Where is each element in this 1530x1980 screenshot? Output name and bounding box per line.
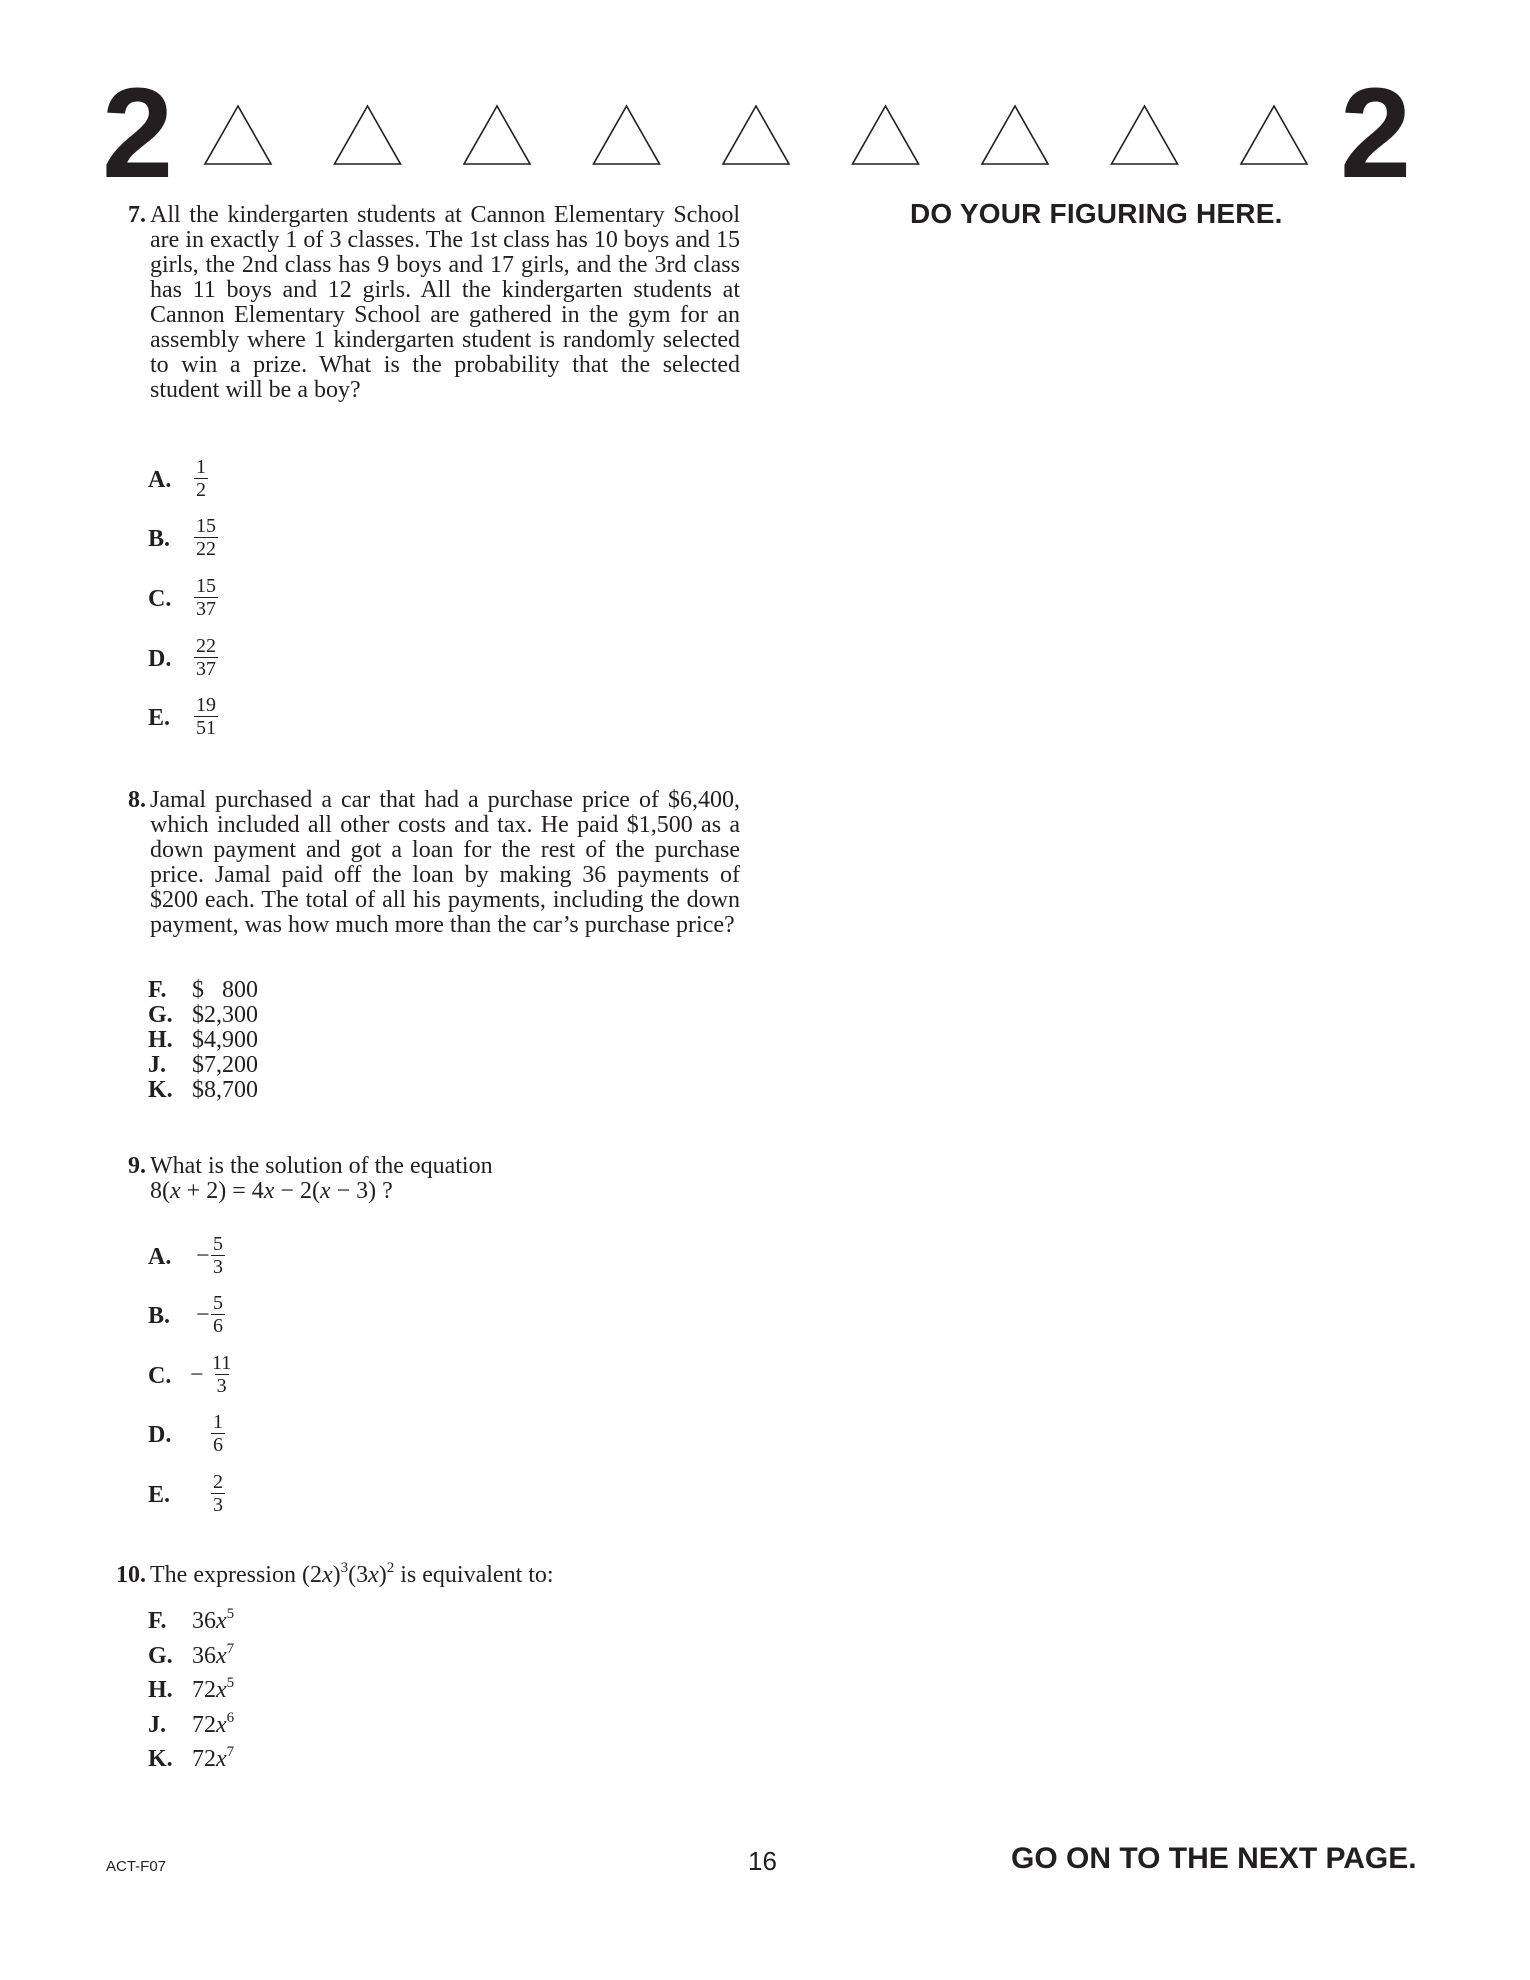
triangle-icon [982, 106, 1048, 164]
option-letter: B. [148, 526, 171, 552]
option-variable: x [216, 1746, 227, 1772]
fraction-denominator: 37 [196, 598, 216, 620]
fraction-numerator: 1 [196, 456, 206, 478]
stem-part: is equivalent to: [394, 1562, 554, 1588]
option-variable: x [216, 1677, 227, 1703]
question-8 [100, 788, 740, 938]
stem-exponent: 2 [386, 1560, 395, 1576]
fraction-denominator: 6 [213, 1315, 223, 1337]
fraction [211, 1471, 225, 1516]
fraction [194, 575, 218, 620]
question-number: 10. [116, 1562, 146, 1588]
fraction-denominator: 3 [216, 1375, 227, 1397]
option-value: $ 800 [192, 977, 258, 1003]
triangle-icon [205, 106, 271, 164]
question-number: 9. [128, 1153, 146, 1179]
option-coefficient: 36 [192, 1642, 216, 1669]
option-letter: J. [148, 1052, 166, 1078]
option-letter: B. [148, 1303, 171, 1329]
triangle-icon [335, 106, 401, 164]
option-letter: F. [148, 1608, 167, 1634]
fraction-denominator: 22 [196, 538, 216, 560]
minus-sign: − [196, 1302, 210, 1328]
triangle-icon [853, 106, 919, 164]
fraction-denominator: 3 [213, 1494, 223, 1516]
option-letter: E. [148, 705, 171, 731]
question-stem [150, 1154, 740, 1204]
answer-option[interactable] [148, 1053, 258, 1078]
fraction [194, 635, 218, 680]
fraction-numerator: 19 [196, 694, 216, 716]
triangle-icon [594, 106, 660, 164]
fraction-denominator: 51 [196, 717, 216, 739]
answer-option[interactable] [148, 1711, 234, 1742]
triangle-icon [1112, 106, 1178, 164]
next-page-note: GO ON TO THE NEXT PAGE. [1011, 1842, 1417, 1875]
option-letter: J. [148, 1711, 166, 1738]
minus-sign: − [196, 1243, 210, 1269]
answer-option[interactable] [148, 1676, 234, 1707]
question-10 [100, 1560, 740, 1591]
question-stem: The expression $(2x)^3(3x)^2$ is equivalent to: [150, 1560, 554, 1588]
answer-option[interactable] [148, 1642, 234, 1673]
stem-equation: 8(x + 2) = 4x − 2(x − 3) ? [150, 1178, 393, 1204]
option-letter: G. [148, 1002, 173, 1028]
option-value: $7,200 [192, 1052, 258, 1078]
option-exponent: 5 [226, 1606, 235, 1622]
option-exponent: 7 [226, 1640, 235, 1657]
option-letter: E. [148, 1482, 171, 1508]
fraction-denominator: 6 [213, 1434, 223, 1456]
section-number-left: 2 [102, 62, 174, 205]
fraction [211, 1233, 225, 1278]
section-number-right: 2 [1340, 62, 1412, 205]
fraction [194, 456, 208, 501]
option-coefficient: 72 [192, 1746, 216, 1772]
option-exponent: 5 [226, 1675, 235, 1691]
fraction-numerator: 1 [213, 1411, 223, 1433]
option-letter: A. [148, 1244, 172, 1270]
answer-option[interactable] [148, 1003, 258, 1028]
option-exponent: 7 [226, 1744, 235, 1760]
stem-line-1: What is the solution of the equation [150, 1153, 493, 1179]
option-letter: A. [148, 467, 172, 493]
fraction [210, 1352, 233, 1397]
option-letter: C. [148, 586, 172, 612]
option-letter: G. [148, 1642, 173, 1669]
question-stem: All the kindergarten students at Cannon Elementary School are in exactly 1 of 3 classes. The 1st class has 10 boys and 15 girls, the 2nd class has 9 boys and 17 girls, and the 3rd class has 11 boys and 12 girls. All the kindergarten students at Cannon Elementary School are gathered in the gym for an assembly where 1 kindergarten student is randomly selected to win a prize. What is the probability that the selected student will be a boy? [150, 202, 740, 403]
option-variable: x [216, 1608, 227, 1634]
option-value: $8,700 [192, 1077, 258, 1103]
option-letter: D. [148, 646, 172, 672]
question-9 [100, 1154, 740, 1204]
fraction-numerator: 2 [213, 1471, 223, 1493]
triangle-icon [723, 106, 789, 164]
option-coefficient: 72 [192, 1711, 216, 1738]
option-letter: C. [148, 1363, 172, 1389]
stem-variable: x [321, 1562, 333, 1588]
page-number: 16 [748, 1846, 777, 1876]
answer-option[interactable] [148, 1745, 234, 1776]
fraction-numerator: 15 [196, 515, 216, 537]
triangle-icon [1241, 106, 1307, 164]
stem-part: (3 [348, 1562, 369, 1588]
option-coefficient: 36 [192, 1608, 216, 1634]
option-letter: H. [148, 1677, 173, 1703]
answer-option[interactable] [148, 1607, 234, 1638]
stem-variable: x [368, 1562, 379, 1588]
fraction-numerator: 15 [196, 575, 216, 597]
fraction-denominator: 3 [213, 1256, 223, 1278]
fraction [194, 515, 218, 560]
option-letter: F. [148, 977, 167, 1003]
option-value: $2,300 [192, 1002, 258, 1028]
form-code: ACT-F07 [106, 1858, 167, 1875]
question-7 [100, 203, 740, 403]
option-coefficient: 72 [192, 1677, 216, 1703]
fraction-numerator: 22 [196, 635, 216, 657]
fraction-numerator: 11 [212, 1352, 232, 1374]
minus-sign: − [190, 1362, 204, 1388]
option-value: $4,900 [192, 1027, 258, 1053]
question-number: 7. [128, 202, 146, 228]
option-variable: x [216, 1642, 227, 1669]
option-letter: K. [148, 1077, 173, 1103]
fraction-numerator: 5 [213, 1233, 223, 1255]
option-letter: K. [148, 1746, 173, 1772]
fraction [211, 1411, 225, 1456]
stem-part: The expression (2 [150, 1562, 322, 1588]
option-letter: H. [148, 1027, 173, 1053]
answer-option[interactable] [148, 1078, 258, 1103]
triangle-divider [200, 100, 1325, 180]
fraction-denominator: 2 [196, 479, 206, 501]
question-number: 8. [128, 787, 146, 813]
answer-option[interactable] [148, 1028, 258, 1053]
option-letter: D. [148, 1422, 172, 1448]
answer-option[interactable] [148, 978, 258, 1003]
triangle-icon [464, 106, 530, 164]
stem-exponent: 3 [340, 1560, 349, 1576]
fraction [211, 1292, 225, 1337]
figuring-note: DO YOUR FIGURING HERE. [910, 198, 1283, 229]
option-exponent: 6 [226, 1709, 235, 1726]
triangle-row-svg [200, 100, 1325, 180]
fraction-numerator: 5 [213, 1292, 223, 1314]
question-stem: Jamal purchased a car that had a purchase price of $6,400, which included all other costs and tax. He paid $1,500 as a down payment and got a loan for the rest of the purchase price. Jamal paid off the loan by making 36 payments of $200 each. The total of all his payments, including the down payment, was how much more than the car’s purchase price? [150, 787, 740, 938]
fraction-denominator: 37 [196, 658, 216, 680]
option-variable: x [216, 1711, 227, 1738]
fraction [194, 694, 218, 739]
